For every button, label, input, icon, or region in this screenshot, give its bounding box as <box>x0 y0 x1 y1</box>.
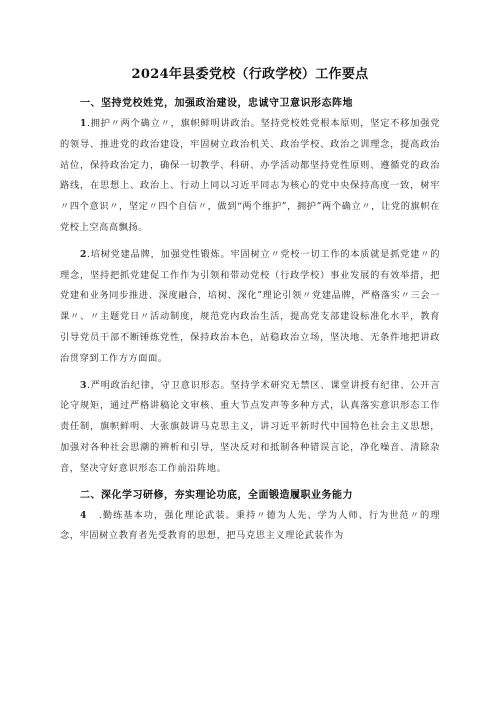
paragraph-2 <box>60 245 440 370</box>
document-title: 2024年县委党校（行政学校）工作要点 <box>131 67 369 82</box>
paragraph-number: 1 <box>80 118 87 129</box>
section-heading-2: 二、深化学习研修，夯实理论功底，全面锻造履职业务能力 <box>80 489 353 501</box>
paragraph-number: 3 <box>80 379 87 391</box>
section-heading-1: 一、坚持党校姓党，加强政治建设，忠诚守卫意识形态阵地 <box>80 98 353 109</box>
paragraph-number: 4 <box>80 509 87 521</box>
paragraph-text: .勤练基本功，强化理论武装。秉持〃德为人先、学为人师、行为世范〃的理念，牢固树立教育者先受教育的思想，把马克思主义理论武装作为 <box>60 509 440 542</box>
document-body <box>60 94 440 553</box>
paragraph-text: .培树党建品牌，加强党性锻炼。牢固树立〃党校一切工作的本质就是抓党建〃的理念，坚持把抓党建促工作作为引领和带动党校（行政学校）事业发展的有效举措，把党建和业务同步推进、深度融合，培树、深化”理论引领〃党建品牌，严格落实〃三会一课〃、〃主题党日〃活动制度，规范党内政治生活，提高党支部建设标准化水平，教育引导党员干部不断锤炼党性，保持政治本色，站稳政治立场，坚决地、无条件地把讲政治贯穿到工作方方面面。 <box>60 248 440 364</box>
paragraph-text: .拥护〃两个确立〃，旗帜鲜明讲政治。坚持党校姓党根本原则，坚定不移加强党的领导、推进党的政治建设，牢固树立政治机关、政治学校、政治之训理念，提高政治站位，保持政治定力，确保一切教学、科研、办学活动都坚持党性原则、遵循党的政治路线，在思想上、政治上、行动上同以习近平同志为核心的党中央保持高度一致，树牢〃四个意识〃，坚定〃四个自信〃，做到“两个维护”，拥护”两个确立〃，让党的旗帜在党校上空高高飘扬。 <box>60 118 440 233</box>
paragraph-1 <box>60 114 440 239</box>
paragraph-3 <box>60 376 440 480</box>
paragraph-number: 2 <box>80 248 87 260</box>
paragraph-text: .严明政治纪律，守卫意识形态。坚持学术研究无禁区、课堂讲授有纪律、公开言论守规矩，通过严格讲稿论文审核、重大节点发声等多种方式，认真落实意识形态工作责任制，旗帜鲜明、大张旗鼓讲马克思主义，讲习近平新时代中国特色社会主义思想，加强对各种社会思潮的辨析和引导，坚决反对和抵制各种错误言论，净化噪音、清除杂音，坚决守好意识形态工作前沿阵地。 <box>60 379 440 474</box>
paragraph-4 <box>60 506 440 548</box>
